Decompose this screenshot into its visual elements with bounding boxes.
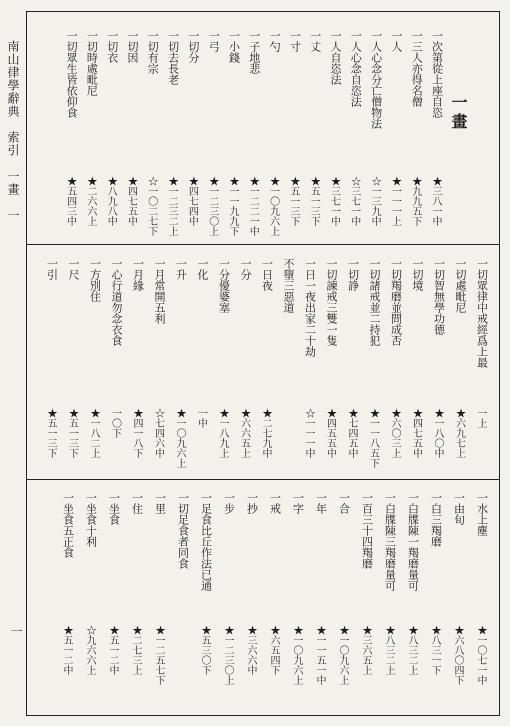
entry-term: 一人心念分亡僧物法 <box>369 30 383 129</box>
entry-term: 一坐食五正食 <box>61 492 75 558</box>
entry-term: 一戒 <box>268 492 282 514</box>
entry-term: 一引 <box>45 258 59 280</box>
entry-reference: ★四一八下 <box>131 408 142 458</box>
entry-reference: 一〇下 <box>109 408 121 438</box>
section-divider <box>27 479 499 480</box>
entry-reference: ★八三二上 <box>383 625 394 675</box>
entry-reference: ★八三二上 <box>406 625 417 675</box>
entry-reference: ★一〇九六上 <box>291 625 302 685</box>
entry-reference: ★一八二上 <box>88 408 99 458</box>
entry-term: 一次第從上座自恣 <box>430 30 444 118</box>
entry-term: 一百三十四羯磨 <box>360 492 374 569</box>
entry-term: 一合 <box>337 492 351 514</box>
page-number: 一 <box>9 625 23 637</box>
entry-term: 一切有宗 <box>146 30 160 74</box>
entry-term: 一弓 <box>207 30 221 52</box>
entry-term: 一人 <box>389 30 403 52</box>
entry-term: 一日一夜出家二十劫 <box>303 258 317 357</box>
entry-reference: ★八三一下 <box>429 625 440 675</box>
entry-reference: ★三六五上 <box>360 625 371 675</box>
entry-reference: ★一八〇中 <box>432 408 443 458</box>
entry-term: 一切因 <box>126 30 139 63</box>
entry-term: 一分優婆塞 <box>217 258 231 313</box>
entry-term: 一分 <box>239 258 252 280</box>
entry-term: 一小錢 <box>227 30 241 63</box>
entry-reference: ★五一三下 <box>66 408 78 458</box>
entry-reference: ★一〇九六上 <box>267 176 279 236</box>
entry-term: 一切處毗尼 <box>454 258 467 313</box>
entry-reference: ★一二三二上 <box>166 176 178 236</box>
entry-term: 一心行道勿念衣食 <box>110 258 123 346</box>
entry-term: 一步 <box>222 492 236 514</box>
entry-term: 一由旬 <box>452 492 466 525</box>
entry-reference: ☆七四六中 <box>152 408 164 458</box>
entry-reference: ★九九五下 <box>409 176 421 226</box>
entry-reference: ★六九七上 <box>453 408 465 458</box>
entry-term: 一方別住 <box>88 258 102 302</box>
entry-reference: ★三八一中 <box>430 176 441 226</box>
entry-reference: ★四七五中 <box>410 408 422 458</box>
entry-reference: ☆一一一中 <box>303 408 314 458</box>
entry-term: 一足食比丘作法已通 <box>199 492 213 591</box>
entry-reference: ★五一二中 <box>61 625 72 675</box>
entry-reference: ☆一三九中 <box>369 176 381 226</box>
section-divider <box>27 244 499 245</box>
entry-reference: ★一一八五下 <box>367 408 379 468</box>
entry-term: 一切諍 <box>346 258 360 291</box>
entry-term: 一人自恣法 <box>329 30 342 85</box>
entry-reference: ★三七一中 <box>328 176 340 226</box>
entry-reference: ★一一五一中 <box>314 625 325 685</box>
entry-reference: ★五一二中 <box>107 625 118 675</box>
entry-reference: ★一二五七下 <box>153 625 164 685</box>
entry-term: 一坐食 <box>107 492 121 525</box>
entry-term: 一切諸戒並二持犯 <box>368 258 381 346</box>
entry-term: 一丈 <box>308 30 322 52</box>
page-heading: 一畫 <box>449 94 468 132</box>
entry-term: 一坐食十利 <box>84 492 98 547</box>
entry-reference: ★六五四下 <box>268 625 279 675</box>
entry-reference: 一上 <box>475 408 486 428</box>
entry-term: 一切眾生皆依仰食 <box>65 30 79 118</box>
entry-reference: ☆一〇二七下 <box>145 176 157 236</box>
entry-term: 一水上塵 <box>475 492 489 536</box>
entry-reference: ★一一九九下 <box>227 176 238 236</box>
entry-reference: ★八九八中 <box>105 176 117 226</box>
entry-term: 一切羯磨並問成否 <box>389 258 403 346</box>
entry-term: 一月緣 <box>131 258 145 291</box>
entry-reference: ★一二二一中 <box>247 176 259 236</box>
entry-term: 一人心念自恣法 <box>349 30 363 107</box>
entry-term: 一三人亦得名僧 <box>410 30 424 107</box>
entry-term: 一子地悲 <box>247 30 261 74</box>
entry-reference: ★六六五上 <box>238 408 250 458</box>
entry-term: 一升 <box>174 258 188 280</box>
entry-reference: ★一〇七一中 <box>475 625 486 685</box>
entry-term: 一切境 <box>411 258 424 291</box>
entry-term: 一切足食者同食 <box>176 492 190 569</box>
entry-term: 一化 <box>196 258 209 280</box>
entry-term: 一切分 <box>186 30 200 63</box>
entry-reference: 一中 <box>195 408 207 428</box>
book-title: 南山律學辭典 索引 一畫 一 <box>6 40 20 222</box>
entry-term: 一里 <box>153 492 167 514</box>
entry-term: 一勺 <box>268 30 282 52</box>
entry-reference: ★六八〇四下 <box>452 625 463 685</box>
entry-reference: ★一二三〇上 <box>206 176 218 236</box>
entry-term: 一切去長老 <box>166 30 180 85</box>
entry-term: 一年 <box>314 492 328 514</box>
entry-reference: ★五一三下 <box>287 176 299 226</box>
entry-term: 一住 <box>130 492 144 514</box>
entry-reference: ★七四五中 <box>346 408 357 458</box>
entry-reference: ★二七九中 <box>260 408 271 458</box>
entry-reference: ☆九六六上 <box>84 625 95 675</box>
entry-reference: ★一一一上 <box>389 176 401 226</box>
entry-term: 一白牒陳三羯磨量可 <box>383 492 397 591</box>
entry-term: 一切眾律中戒經爲上最 <box>475 258 489 368</box>
entry-term: 一字 <box>291 492 305 514</box>
entry-reference: ★五三〇下 <box>199 625 210 675</box>
entry-term: 一白牒陳一羯磨量可 <box>406 492 420 591</box>
entry-reference: ★一〇九六上 <box>174 408 185 468</box>
entry-reference: ★五一三下 <box>308 176 320 226</box>
entry-term: 一切衣 <box>105 30 119 63</box>
entry-term: 一白三羯磨 <box>429 492 443 547</box>
entry-reference: ★五一三下 <box>45 408 56 458</box>
entry-term: 不墮三惡道 <box>282 258 295 313</box>
entry-term: 一切時處毗尼 <box>85 30 99 96</box>
index-page-frame <box>26 11 500 716</box>
entry-reference: ★四五五中 <box>324 408 336 458</box>
entry-term: 一寸 <box>288 30 302 52</box>
entry-reference: ★二六六上 <box>84 176 96 226</box>
entry-reference: ★一二三〇上 <box>222 625 233 685</box>
entry-reference: ★四七四中 <box>186 176 198 226</box>
entry-reference: ★五四三中 <box>64 176 76 226</box>
entry-reference: ★六〇三上 <box>389 408 400 458</box>
entry-term: 一月常開五利 <box>153 258 166 324</box>
entry-reference: ★一八九上 <box>217 408 228 458</box>
entry-term: 一尺 <box>67 258 80 280</box>
entry-reference: ☆三七一中 <box>348 176 360 226</box>
entry-term: 一切智無學功德 <box>432 258 446 335</box>
entry-reference: ★四七五中 <box>125 176 137 226</box>
entry-term: 一切諫戒三雙一隻 <box>325 258 338 346</box>
entry-term: 一日夜 <box>260 258 274 291</box>
entry-reference: ★二七三上 <box>130 625 141 675</box>
entry-reference: ★一〇九六上 <box>337 625 348 685</box>
entry-term: 一抄 <box>245 492 259 514</box>
entry-reference: ★三六六中 <box>245 625 256 675</box>
